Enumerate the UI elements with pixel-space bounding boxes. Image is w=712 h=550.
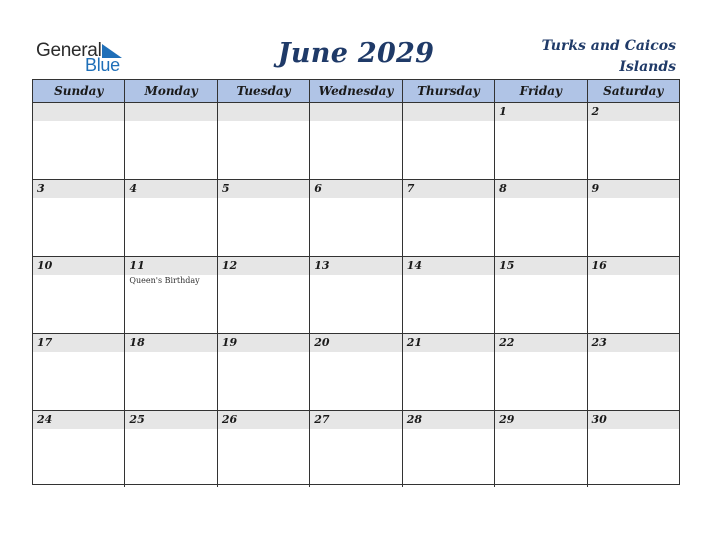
day-cell bbox=[309, 411, 401, 487]
day-header-band bbox=[310, 180, 401, 198]
day-cell bbox=[494, 411, 586, 487]
week-row bbox=[33, 257, 679, 334]
weekday-header: Monday bbox=[124, 80, 216, 102]
day-cell bbox=[33, 180, 124, 256]
weekday-header: Saturday bbox=[587, 80, 679, 102]
day-cell bbox=[309, 103, 401, 179]
day-cell bbox=[402, 257, 494, 333]
day-number: 26 bbox=[221, 413, 238, 426]
weekday-header: Thursday bbox=[402, 80, 494, 102]
day-number: 29 bbox=[499, 413, 515, 426]
day-cell bbox=[494, 180, 586, 256]
weekday-header: Sunday bbox=[54, 84, 104, 98]
calendar-title: June 2029 bbox=[277, 38, 435, 69]
day-header-band bbox=[403, 103, 494, 121]
day-number: 11 bbox=[129, 259, 145, 272]
day-cell bbox=[217, 180, 309, 256]
weekday-header: Tuesday bbox=[217, 80, 309, 102]
day-cell bbox=[217, 103, 309, 179]
region-name bbox=[476, 36, 676, 78]
region-line-1: Turks and Caicos bbox=[541, 38, 676, 54]
day-header-band bbox=[218, 180, 309, 198]
day-number: 24 bbox=[37, 413, 53, 426]
day-number: 4 bbox=[129, 182, 138, 195]
day-number: 10 bbox=[37, 259, 53, 272]
day-header-band bbox=[125, 180, 216, 198]
day-cell bbox=[402, 103, 494, 179]
day-cell bbox=[587, 180, 679, 256]
weekday-header-row bbox=[33, 80, 679, 103]
day-header-band bbox=[588, 180, 679, 198]
day-cell bbox=[402, 411, 494, 487]
day-number: 15 bbox=[499, 259, 515, 272]
day-cell bbox=[309, 180, 401, 256]
weekday-header: Friday bbox=[494, 80, 586, 102]
day-cell bbox=[217, 334, 309, 410]
day-header-band bbox=[218, 103, 309, 121]
day-number: 7 bbox=[406, 182, 415, 195]
day-number: 8 bbox=[499, 182, 507, 195]
day-number: 27 bbox=[314, 413, 330, 426]
day-number: 21 bbox=[406, 336, 422, 349]
day-number: 22 bbox=[499, 336, 515, 349]
day-cell bbox=[587, 334, 679, 410]
day-cell bbox=[494, 103, 586, 179]
calendar-grid bbox=[32, 79, 680, 485]
week-row bbox=[33, 180, 679, 257]
week-row bbox=[33, 411, 679, 487]
day-number: 17 bbox=[37, 336, 53, 349]
day-header-band bbox=[33, 180, 124, 198]
holiday-label: Queen's Birthday bbox=[129, 276, 200, 285]
day-number: 20 bbox=[314, 336, 330, 349]
day-cell bbox=[217, 411, 309, 487]
day-cell bbox=[587, 103, 679, 179]
day-number: 30 bbox=[591, 413, 607, 426]
day-cell bbox=[33, 411, 124, 487]
day-number: 12 bbox=[221, 259, 238, 272]
day-number: 3 bbox=[37, 182, 45, 195]
day-number: 9 bbox=[591, 182, 600, 195]
day-header-band bbox=[125, 103, 216, 121]
day-number: 13 bbox=[314, 259, 330, 272]
day-cell bbox=[494, 257, 586, 333]
day-number: 28 bbox=[406, 413, 422, 426]
day-cell bbox=[587, 257, 679, 333]
day-cell bbox=[309, 334, 401, 410]
day-number: 25 bbox=[129, 413, 145, 426]
day-cell bbox=[124, 411, 216, 487]
day-cell bbox=[494, 334, 586, 410]
weekday-header: Wednesday bbox=[309, 80, 401, 102]
region-line-2: Islands bbox=[619, 59, 676, 75]
day-cell bbox=[124, 334, 216, 410]
day-header-band bbox=[403, 180, 494, 198]
week-row bbox=[33, 103, 679, 180]
logo-blue-text: Blue bbox=[85, 55, 120, 75]
day-cell bbox=[587, 411, 679, 487]
day-header-band bbox=[588, 103, 679, 121]
day-number: 16 bbox=[591, 259, 607, 272]
week-row bbox=[33, 334, 679, 411]
day-cell bbox=[124, 257, 216, 333]
day-header-band bbox=[33, 103, 124, 121]
day-number: 2 bbox=[591, 105, 600, 118]
day-cell bbox=[124, 103, 216, 179]
day-cell bbox=[33, 334, 124, 410]
day-header-band bbox=[495, 103, 586, 121]
day-number: 19 bbox=[221, 336, 238, 349]
day-number: 6 bbox=[314, 182, 322, 195]
day-cell bbox=[217, 257, 309, 333]
day-cell bbox=[402, 334, 494, 410]
day-cell bbox=[33, 257, 124, 333]
day-number: 18 bbox=[129, 336, 145, 349]
day-cell bbox=[124, 180, 216, 256]
day-number: 14 bbox=[406, 259, 422, 272]
day-number: 23 bbox=[591, 336, 607, 349]
day-number: 5 bbox=[221, 182, 230, 195]
day-number: 1 bbox=[499, 105, 507, 118]
day-header-band bbox=[495, 180, 586, 198]
day-cell bbox=[309, 257, 401, 333]
day-cell bbox=[33, 103, 124, 179]
day-cell bbox=[402, 180, 494, 256]
logo-general-text: General bbox=[36, 40, 102, 61]
day-header-band bbox=[310, 103, 401, 121]
